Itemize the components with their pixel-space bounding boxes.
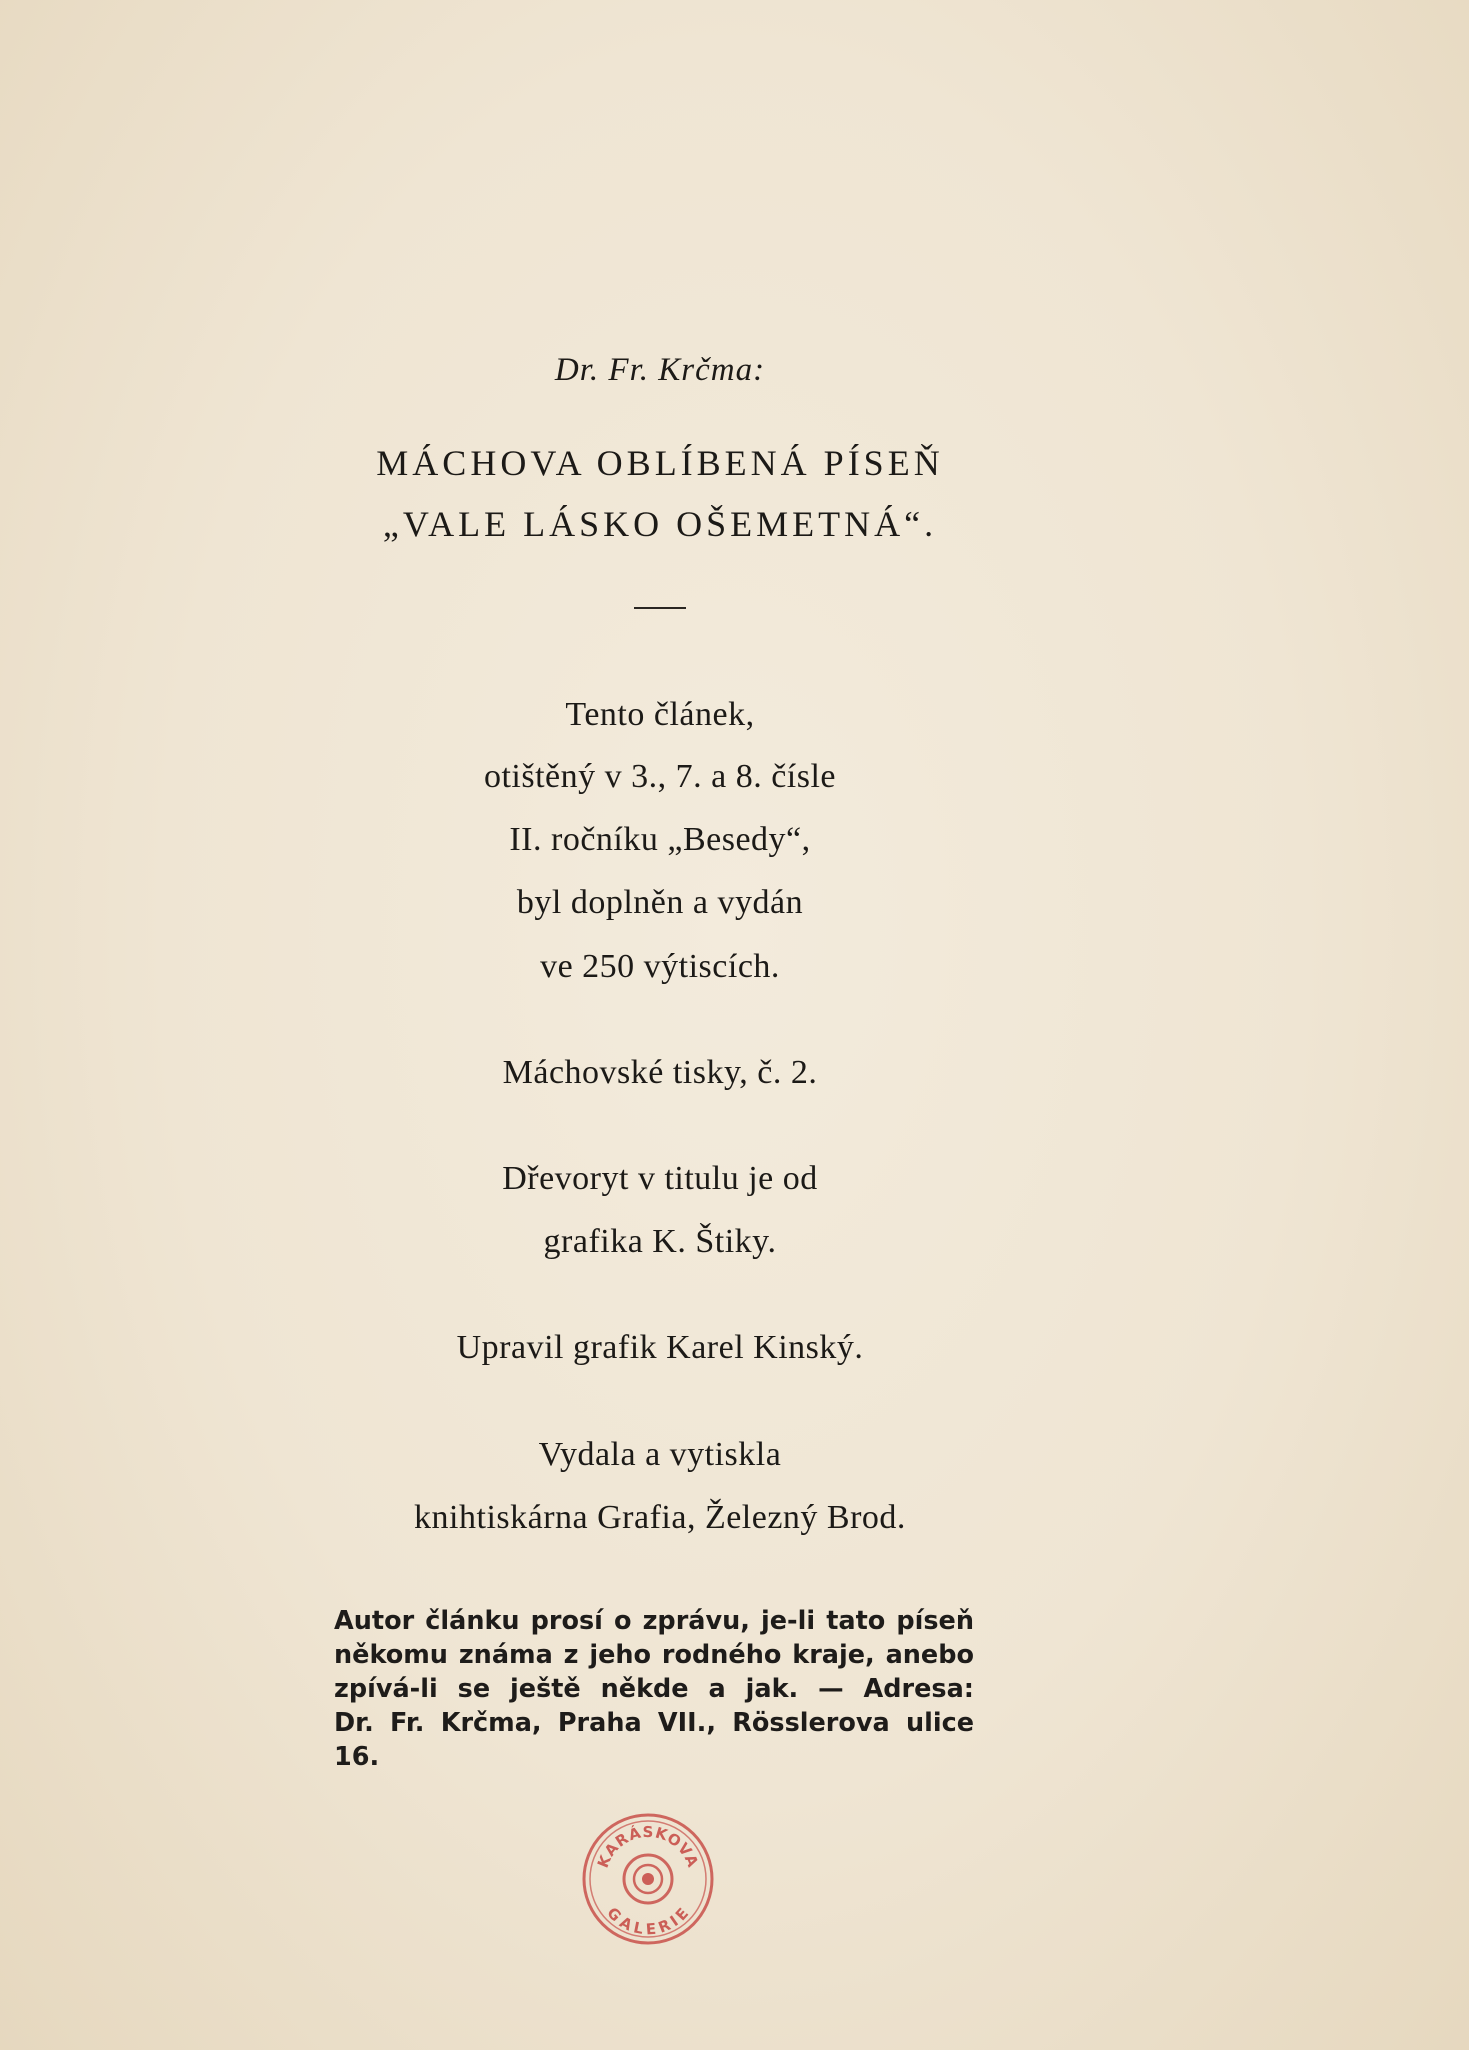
divider-rule: [634, 607, 686, 609]
stamp-text-top: KARÁSKOVA: [593, 1822, 703, 1871]
woodcut-line-1: Dřevoryt v titulu je od: [502, 1160, 818, 1197]
colophon-line-2: otištěný v 3., 7. a 8. čísle: [483, 758, 837, 795]
publisher-line-1: Vydala a vytiskla: [538, 1436, 782, 1473]
note-line-2: někomu známa z jeho rodného kraje, anebo: [334, 1640, 974, 1670]
editor-line: Upravil grafik Karel Kinský.: [456, 1329, 864, 1366]
title-line-2: „VALE LÁSKO OŠEMETNÁ“.: [382, 504, 938, 544]
note-line-3: zpívá-li se ještě někde a jak. — Adresa:: [334, 1674, 974, 1704]
publisher-line-2: knihtiskárna Grafia, Železný Brod.: [414, 1499, 906, 1536]
author-request-note: [334, 1604, 974, 1774]
colophon-line-5: ve 250 výtiscích.: [540, 948, 780, 985]
stamp-text-bottom: GALERIE: [603, 1903, 693, 1939]
colophon-line-3: II. ročníku „Besedy“,: [509, 821, 811, 858]
svg-text:KARÁSKOVA: [594, 1822, 702, 1870]
woodcut-line-2: grafika K. Štiky.: [543, 1223, 777, 1260]
series-line: Máchovské tisky, č. 2.: [502, 1054, 818, 1091]
colophon-line-4: byl doplněn a vydán: [516, 884, 804, 921]
gallery-stamp: [578, 1809, 718, 1949]
author-line: Dr. Fr. Krčma:: [554, 352, 766, 388]
note-line-4: Dr. Fr. Krčma, Praha VII., Rösslerova ulice 16.: [334, 1708, 974, 1772]
colophon-line-1: Tento článek,: [565, 696, 755, 733]
note-line-1: Autor článku prosí o zprávu, je-li tato píseň: [334, 1606, 974, 1636]
title-line-1: MÁCHOVA OBLÍBENÁ PÍSEŇ: [376, 443, 944, 483]
